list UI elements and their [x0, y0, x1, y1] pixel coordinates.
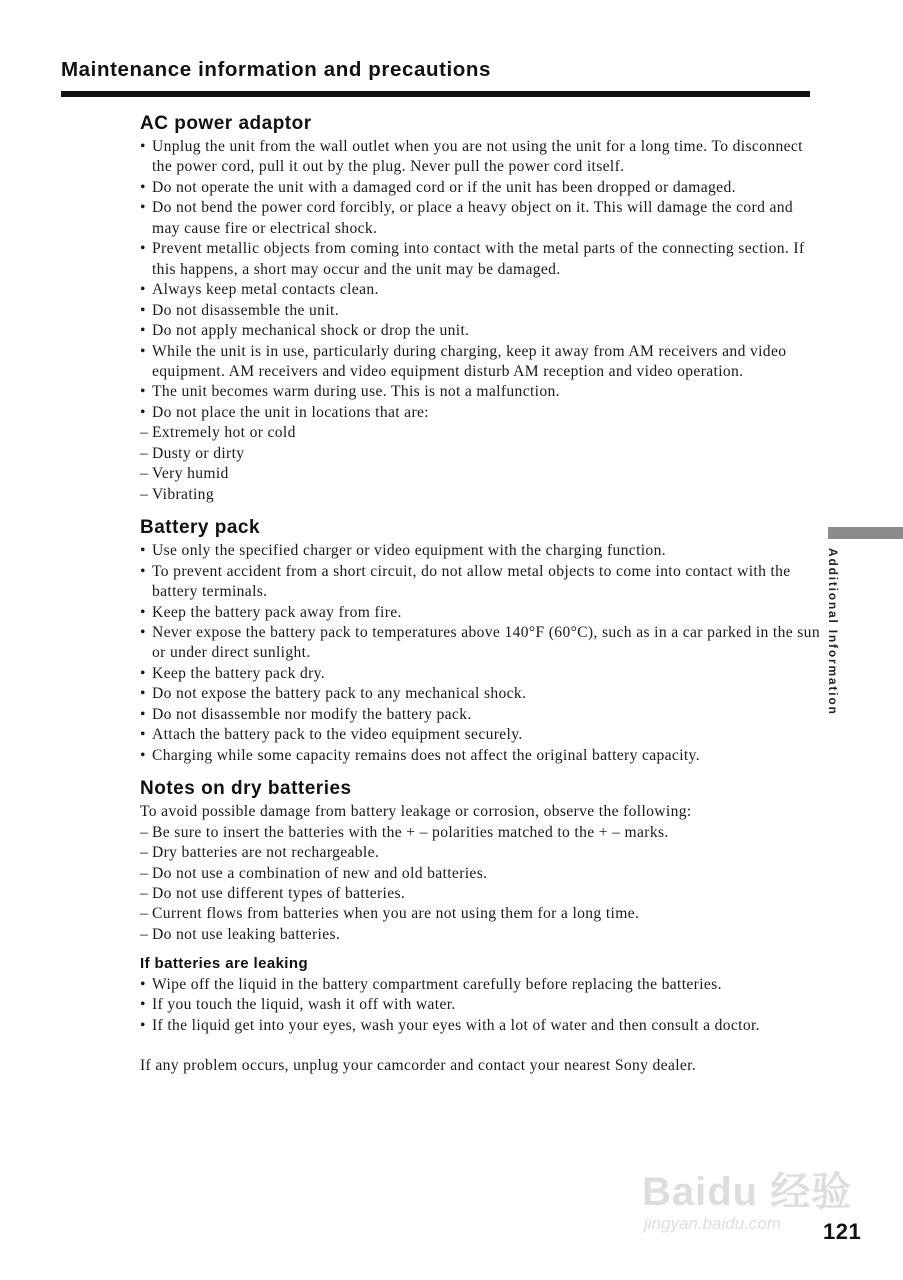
- page-number: 121: [823, 1219, 862, 1244]
- list-item: • Prevent metallic objects from coming into contact with the metal parts of the connecting section. If this happens, a short may occur and the unit may be damaged.: [140, 239, 820, 280]
- list-item: – Dusty or dirty: [140, 444, 820, 464]
- section-tab-marker: [828, 527, 903, 539]
- list-item: – Very humid: [140, 464, 820, 484]
- watermark-logo: Baidu 经验: [642, 1170, 853, 1214]
- closing-note: If any problem occurs, unplug your camcorder and contact your nearest Sony dealer.: [140, 1057, 697, 1075]
- list-item: • Charging while some capacity remains does not affect the original battery capacity.: [140, 746, 820, 766]
- list-item: • Keep the battery pack away from fire.: [140, 603, 820, 623]
- main-content: [140, 111, 820, 1077]
- header-rule: [61, 91, 810, 97]
- list-item: – Do not use different types of batteries.: [140, 884, 820, 904]
- dry-dash-list: [140, 823, 820, 946]
- list-item: • If the liquid get into your eyes, wash your eyes with a lot of water and then consult a doctor.: [140, 1016, 820, 1036]
- list-item: – Current flows from batteries when you are not using them for a long time.: [140, 904, 820, 924]
- list-item: • Use only the specified charger or video equipment with the charging function.: [140, 541, 820, 561]
- section-dry-batteries: [140, 776, 820, 945]
- list-item: – Extremely hot or cold: [140, 423, 820, 443]
- list-item: • Do not operate the unit with a damaged cord or if the unit has been dropped or damaged.: [140, 178, 820, 198]
- side-section-label: Additional Information: [826, 548, 840, 716]
- list-item: – Do not use leaking batteries.: [140, 925, 820, 945]
- ac-location-list: [140, 423, 820, 505]
- list-item: – Vibrating: [140, 485, 820, 505]
- list-item: – Dry batteries are not rechargeable.: [140, 843, 820, 863]
- list-item: – Be sure to insert the batteries with the + – polarities matched to the + – marks.: [140, 823, 820, 843]
- list-item: • While the unit is in use, particularly during charging, keep it away from AM receivers and video equipment. AM receivers and video equipment disturb AM reception and video operation.: [140, 342, 820, 383]
- subsection-heading: If batteries are leaking: [140, 955, 309, 973]
- list-item: • Do not place the unit in locations that are:: [140, 403, 820, 423]
- list-item: • The unit becomes warm during use. This is not a malfunction.: [140, 382, 820, 402]
- list-item: • Unplug the unit from the wall outlet when you are not using the unit for a long time. To disconnect the power cord, pull it out by the plug. Never pull the power cord itself.: [140, 137, 820, 178]
- section-heading: Battery pack: [140, 517, 261, 539]
- list-item: • Keep the battery pack dry.: [140, 664, 820, 684]
- section-heading: Notes on dry batteries: [140, 778, 352, 800]
- list-item: • Do not disassemble nor modify the battery pack.: [140, 705, 820, 725]
- section-ac-power-adaptor: [140, 111, 820, 505]
- section-battery-pack: [140, 515, 820, 766]
- list-item: • Do not disassemble the unit.: [140, 301, 820, 321]
- section-heading: AC power adaptor: [140, 113, 312, 134]
- ac-bullet-list: [140, 137, 820, 423]
- list-item: • To prevent accident from a short circuit, do not allow metal objects to come into contact with the battery terminals.: [140, 562, 820, 603]
- list-item: • Never expose the battery pack to temperatures above 140°F (60°C), such as in a car parked in the sun or under direct sunlight.: [140, 623, 820, 664]
- list-item: • If you touch the liquid, wash it off with water.: [140, 995, 820, 1015]
- watermark-url: jingyan.baidu.com: [644, 1214, 782, 1233]
- leaking-bullet-list: [140, 975, 820, 1036]
- list-item: – Do not use a combination of new and old batteries.: [140, 864, 820, 884]
- list-item: • Wipe off the liquid in the battery compartment carefully before replacing the batteries.: [140, 975, 820, 995]
- list-item: • Always keep metal contacts clean.: [140, 280, 820, 300]
- list-item: • Do not apply mechanical shock or drop the unit.: [140, 321, 820, 341]
- list-item: • Attach the battery pack to the video equipment securely.: [140, 725, 820, 745]
- section-leaking: [140, 954, 820, 1036]
- list-item: • Do not bend the power cord forcibly, or place a heavy object on it. This will damage the cord and may cause fire or electrical shock.: [140, 198, 820, 239]
- page-header-title: Maintenance information and precautions: [61, 58, 492, 81]
- list-item: • Do not expose the battery pack to any mechanical shock.: [140, 684, 820, 704]
- battery-bullet-list: [140, 541, 820, 766]
- section-intro: To avoid possible damage from battery leakage or corrosion, observe the following:: [140, 803, 692, 821]
